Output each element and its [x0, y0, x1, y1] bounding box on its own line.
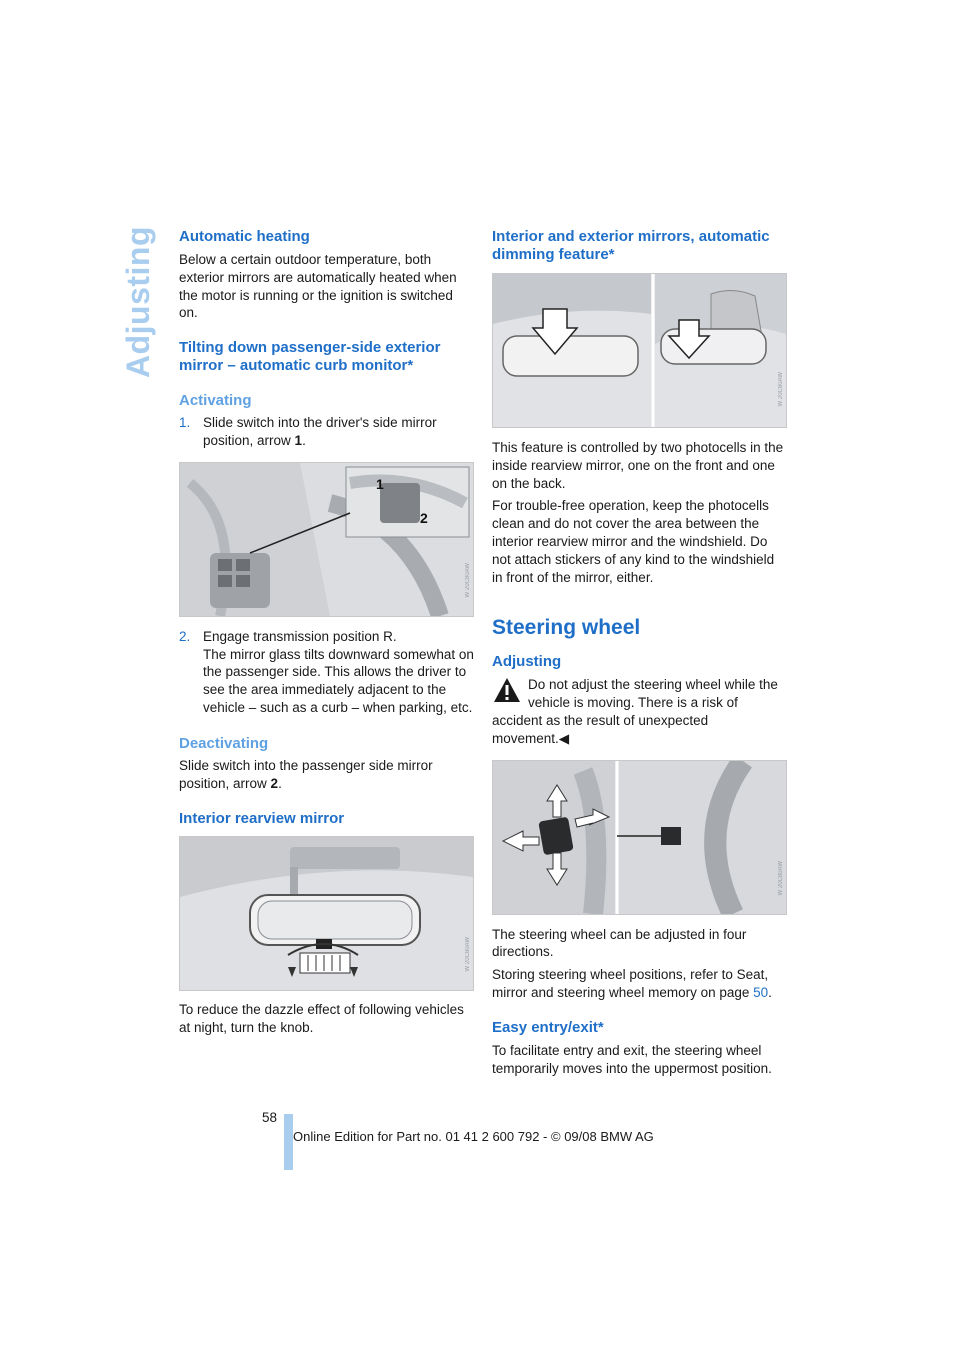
rearview-heading: Interior rearview mirror: [179, 810, 345, 828]
step-2-number: 2.: [179, 628, 191, 644]
steering-text-2: [492, 966, 788, 1002]
rearview-mirror-illustration: [180, 837, 473, 990]
figure-code: W 20C80AW: [465, 937, 471, 972]
rearview-figure: [179, 836, 474, 991]
steering-text-2-end: .: [768, 984, 772, 1000]
step-2-detail: The mirror glass tilts downward somewhat on the passenger side. This allows the driver to see the area immediately adjacent to the vehicle – such as a curb – when parking, etc.: [203, 646, 474, 715]
deactivating-text-main: Slide switch into the passenger side mirror position, arrow: [179, 757, 433, 791]
dimming-mirror-figure: [492, 273, 787, 428]
mirror-switch-illustration: [180, 463, 473, 616]
footer-accent-bar: [284, 1114, 293, 1170]
step-2: [179, 628, 475, 717]
rearview-text: To reduce the dazzle effect of following vehicles at night, turn the knob.: [179, 1002, 464, 1036]
figure-code: W 20C80AW: [778, 860, 784, 896]
easy-entry-heading: Easy entry/exit*: [492, 1018, 604, 1036]
steering-text-1: The steering wheel can be adjusted in four directions.: [492, 926, 747, 960]
svg-text:1: 1: [376, 475, 384, 492]
chapter-side-tab: [118, 225, 158, 378]
mirror-switch-figure: [179, 462, 474, 617]
deactivating-text: [179, 757, 475, 793]
page-number: 58: [262, 1110, 278, 1125]
step-1-number: 1.: [179, 415, 191, 431]
warning-note: [492, 676, 788, 747]
step-1: [179, 414, 475, 450]
svg-text:2: 2: [420, 509, 428, 526]
deactivating-heading: Deactivating: [179, 734, 269, 752]
activating-heading: Activating: [179, 392, 252, 410]
step-1-arrow: 1: [294, 432, 303, 448]
step-1-text: Slide switch into the driver's side mirror position, arrow: [203, 415, 437, 448]
step-2-text: Engage transmission position R.: [203, 628, 397, 644]
warning-text: Do not adjust the steering wheel while the vehicle is moving. There is a risk of accident as the result of unexpected movement.◀: [492, 677, 778, 746]
deactivating-end: .: [278, 775, 282, 791]
dimming-heading: Interior and exterior mirrors, automatic dimming feature*: [492, 228, 770, 263]
figure-code: W 20C80AW: [778, 372, 784, 407]
edition-text: Online Edition for Part no. 01 41 2 600 792 - © 09/08 BMW AG: [293, 1129, 654, 1144]
dimming-mirror-illustration: [493, 274, 786, 427]
chapter-label: Adjusting: [120, 225, 156, 378]
warning-icon: [492, 676, 522, 704]
page-50-link[interactable]: 50: [753, 984, 769, 1000]
steering-adjust-figure: [492, 760, 787, 915]
right-column: [492, 228, 788, 1077]
steering-wheel-heading: Steering wheel: [492, 616, 641, 640]
easy-entry-text: To facilitate entry and exit, the steering wheel temporarily moves into the uppermost position.: [492, 1042, 772, 1076]
steering-adjusting-heading: Adjusting: [492, 653, 562, 671]
auto-heating-heading: Automatic heating: [179, 228, 310, 245]
steering-adjust-illustration: [493, 761, 786, 914]
tilting-heading: Tilting down passenger-side exterior mirror – automatic curb monitor*: [179, 339, 441, 375]
figure-code: W 20C80AW: [465, 562, 471, 598]
dimming-text-2: For trouble-free operation, keep the photocells clean and do not cover the area between the interior rearview mirror and the windshield. Do not attach stickers of any kind to the windshield in front of the mirror, either.: [492, 498, 775, 585]
steering-text-2-main: Storing steering wheel positions, refer to Seat, mirror and steering wheel memory on page: [492, 967, 769, 1000]
step-1-end: .: [302, 432, 306, 448]
dimming-text-1: This feature is controlled by two photocells in the inside rearview mirror, one on the front and one on the back.: [492, 440, 784, 491]
auto-heating-text: Below a certain outdoor temperature, both exterior mirrors are automatically heated when the motor is running or the ignition is switched on.: [179, 252, 457, 321]
deactivating-arrow: 2: [270, 775, 279, 791]
left-column: [179, 228, 475, 1037]
